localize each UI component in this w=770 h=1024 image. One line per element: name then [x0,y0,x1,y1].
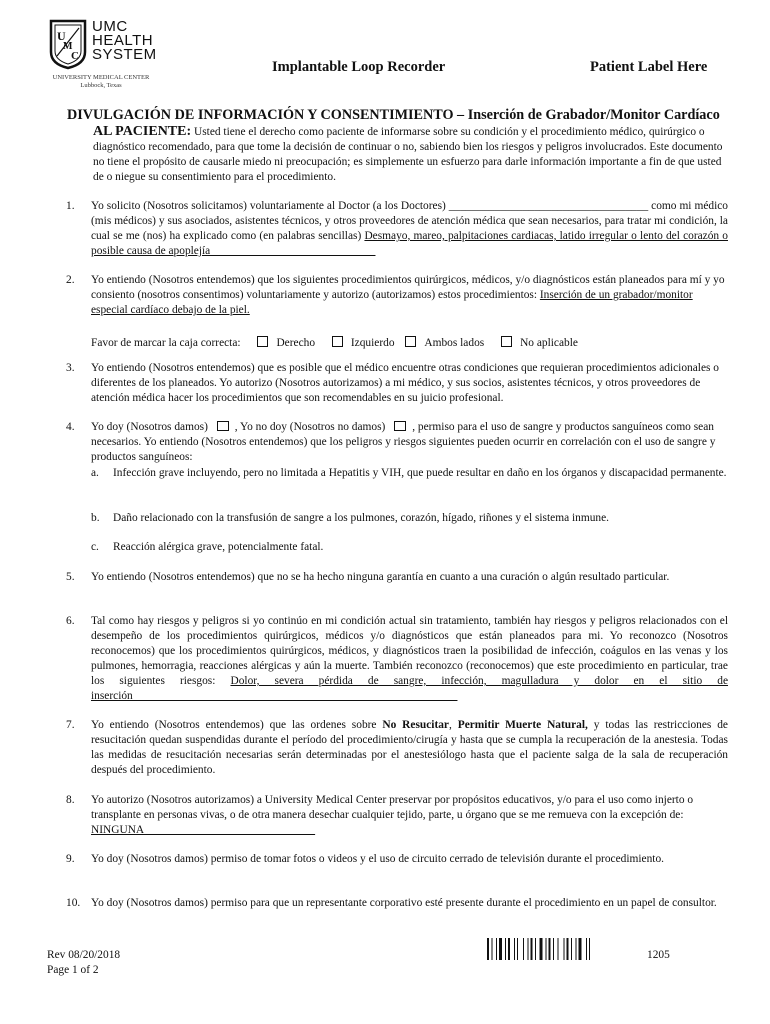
item-number: 1. [66,200,75,212]
logo-subtitle [51,74,151,90]
item-number: 6. [66,615,75,627]
checkbox-left[interactable] [332,336,343,347]
patient-label-area: Patient Label Here [590,59,708,75]
page-number: Page 1 of 2 [47,964,99,976]
risk-text: Infección grave incluyendo, pero no limitada a Hepatitis y VIH, que puede resultar en daño en los órganos y discapacidad permanente. [113,467,727,479]
barcode-bar [567,938,569,960]
consent-item-8 [66,793,728,838]
barcode-bar [553,938,554,960]
checkbox-both[interactable] [405,336,416,347]
barcode-bar [535,938,536,960]
consent-item-10 [66,896,728,911]
barcode-bar [487,938,489,960]
consent-item-4 [66,420,728,465]
barcode-bar [576,938,577,960]
item-number: 2. [66,274,75,286]
risk-letter: c. [91,541,99,553]
logo-monogram-m: M [63,41,73,52]
item-number: 3. [66,362,75,374]
umc-logo-wordmark [92,20,157,62]
barcode [487,938,632,960]
checkbox-deny-blood-consent[interactable] [394,421,406,431]
consent-item-6 [66,614,728,704]
item-number: 10. [66,897,81,909]
barcode-bar [523,938,524,960]
logo-sub-location: Lubbock, Texas [80,82,122,89]
item-text: Yo doy (Nosotros damos) permiso de tomar fotos o videos y el uso de circuito cerrado de televisión durante el procedimiento. [91,853,664,865]
form-number: 1205 [647,949,670,961]
consent-item-3 [66,361,728,406]
item-text: Yo entiendo (Nosotros entendemos) que los siguientes procedimientos quirúrgicos, médicos, y/o diagnósticos están planeados para mí y yo consiento (nosotros consentimos) voluntariamente y autorizo (autorizamos) estos procedimientos: [91,274,725,301]
consent-item-7 [66,718,728,778]
and-term: Permitir Muerte Natural, [457,719,588,731]
logo-line-2: HEALTH [92,32,154,49]
item-text-part-2: , Yo no doy (Nosotros no damos) [234,421,389,433]
barcode-bar [496,938,497,960]
tissue-exception: NINGUNA______________________________ [91,824,316,836]
barcode-bar [505,938,506,960]
risk-letter: a. [91,467,99,479]
checkbox-right[interactable] [257,336,268,347]
item-text: Yo solicito (Nosotros solicitamos) voluntariamente al Doctor (a los Doctores) ___________________________________ como mi médico (mis médicos) y sus asociados, asistentes técnicos, y otros proveedores de atención médica que sean necesarios, para tratar mi condición, la cual se me (nos) ha explicado como (en palabras sencillas) [91,200,728,242]
intro-text: Usted tiene el derecho como paciente de informarse sobre su condición y el procedimiento médico, quirúrgico o diagnóstico recomendado, para que tome la decisión de continuar o no, sabiendo bien los riesgos y peligros involucrados. Este documento no tiene el propósito de causarle miedo ni preocupación; es simplemente un esfuerzo para darle información importante a fin de que usted de o niegue su consentimiento para el procedimiento. [93,126,723,183]
checkbox-both-label: Ambos lados [424,337,485,349]
logo-sub-institution: UNIVERSITY MEDICAL CENTER [52,74,150,81]
consent-item-9 [66,852,728,867]
checkbox-not-applicable[interactable] [501,336,512,347]
item-text: Yo entiendo (Nosotros entendemos) que es posible que el médico encuentre otras condiciones que requieran procedimientos adicionales o diferentes de los planeados. Yo autorizo (Nosotros autorizamos) a mi médico, y sus socios, asistentes técnicos, y otros proveedores de atención médica hacer los procedimientos que son recomendables en su juicio profesional. [91,362,719,404]
checkbox-right-label: Derecho [276,337,316,349]
barcode-bar [586,938,587,960]
side-prompt: Favor de marcar la caja correcta: [91,337,241,349]
item-text-part-2: y todas las restricciones de resucitación quedan suspendidas durante el período del procedimiento/cirugía y hasta que se cumpla la recuperación de la anestesia. Todas las medidas de resucitación necesarias serán determinadas por el anestesiólogo hasta que el paciente salga de la sala de recuperación después del procedimiento. [91,719,728,776]
risk-text: Daño relacionado con la transfusión de sangre a los pulmones, corazón, hígado, riñones y el sistema inmune. [113,512,609,524]
barcode-bar [546,938,547,960]
risk-b [91,511,728,526]
item-number: 4. [66,421,75,433]
barcode-bar [558,938,559,960]
intro-lead: AL PACIENTE: [93,124,192,139]
barcode-bar [579,938,582,960]
item-text-sep: , [449,719,458,731]
procedure-name: Inserción de un grabador/monitor especial cardíaco debajo de la piel. [91,289,693,316]
barcode-bar [531,938,533,960]
barcode-bar [564,938,565,960]
item-text-part-1: Yo entiendo (Nosotros entendemos) que las ordenes sobre [91,719,383,731]
item-text: Tal como hay riesgos y peligros si yo continúo en mi condición actual sin tratamiento, también hay riesgos y peligros relacionados con el desempeño de los procedimientos quirúrgicos, médicos y/o diagnósticos que están planeados para mi. Yo reconozco (Nosotros reconocemos) que los procedimientos quirúrgicos, médicos, y diagnósticos traen la posibilidad de infección, coágulos en las venas y los pulmones, hemorragia, reacciones alérgicas y aún la muerte. También reconozco (reconocemos) que este procedimiento en particular, trae los siguientes riesgos: [91,615,728,687]
risk-text: Reacción alérgica grave, potencialmente fatal. [113,541,324,553]
barcode-bar [508,938,510,960]
umc-logo-emblem [48,18,88,70]
barcode-bar [528,938,529,960]
barcode-bar [589,938,590,960]
barcode-bar [517,938,518,960]
consent-item-1 [66,199,728,259]
item-number: 9. [66,853,75,865]
item-text: Yo autorizo (Nosotros autorizamos) a University Medical Center preservar por propósitos educativos, y/o para el uso como injerto o transplante en personas vivas, o de otra manera desechar cualquier tejido, parte, u órgano que se me remueva con la excepción de: [91,794,694,821]
logo-line-3: SYSTEM [92,46,157,63]
side-selection-row [91,336,728,351]
dnr-term: No Resucitar [382,719,449,731]
item-text-part-1: Yo doy (Nosotros damos) [91,421,211,433]
item-text: Yo doy (Nosotros damos) permiso para que un representante corporativo esté presente durante el procedimiento en un papel de consultor. [91,897,717,909]
consent-item-2 [66,273,728,351]
document-heading: DIVULGACIÓN DE INFORMACIÓN Y CONSENTIMIENTO – Inserción de Grabador/Monitor Cardíaco [67,107,720,123]
form-title: Implantable Loop Recorder [272,59,446,75]
revision-date: Rev 08/20/2018 [47,949,121,961]
item-number: 8. [66,794,75,806]
barcode-bar [492,938,493,960]
barcode-bar [514,938,515,960]
logo-line-1: UMC [92,18,128,35]
risk-c [91,540,728,555]
logo-monogram-u: U [57,29,66,43]
intro-paragraph [93,124,733,185]
item-text-part-3: , permiso para el uso de sangre y productos sanguíneos como sean necesarios. Yo entiendo (Nosotros entendemos) que los peligros y riesgos siguientes pueden ocurrir en correlación con el uso de sangre y productos sanguíneos: [91,421,716,463]
risk-a [91,466,728,481]
barcode-bar [540,938,543,960]
logo-monogram-c: C [71,50,79,62]
checkbox-left-label: Izquierdo [350,337,395,349]
procedure-risks: Dolor, severa pérdida de sangre, infección, magulladura y dolor en el sitio de inserción_________________________________________________________ [91,675,729,702]
risk-letter: b. [91,512,100,524]
checkbox-give-blood-consent[interactable] [217,421,229,431]
item-number: 7. [66,719,75,731]
barcode-bar [549,938,551,960]
consent-item-5 [66,570,728,585]
item-number: 5. [66,571,75,583]
condition-explanation: Desmayo, mareo, palpitaciones cardiacas, latido irregular o lento del corazón o posible causa de apoplejía_____________________________ [91,230,728,257]
checkbox-not-applicable-label: No aplicable [520,337,578,349]
item-text: Yo entiendo (Nosotros entendemos) que no se ha hecho ninguna garantía en cuanto a una curación o algún resultado particular. [91,571,670,583]
barcode-bar [499,938,502,960]
barcode-bar [571,938,572,960]
